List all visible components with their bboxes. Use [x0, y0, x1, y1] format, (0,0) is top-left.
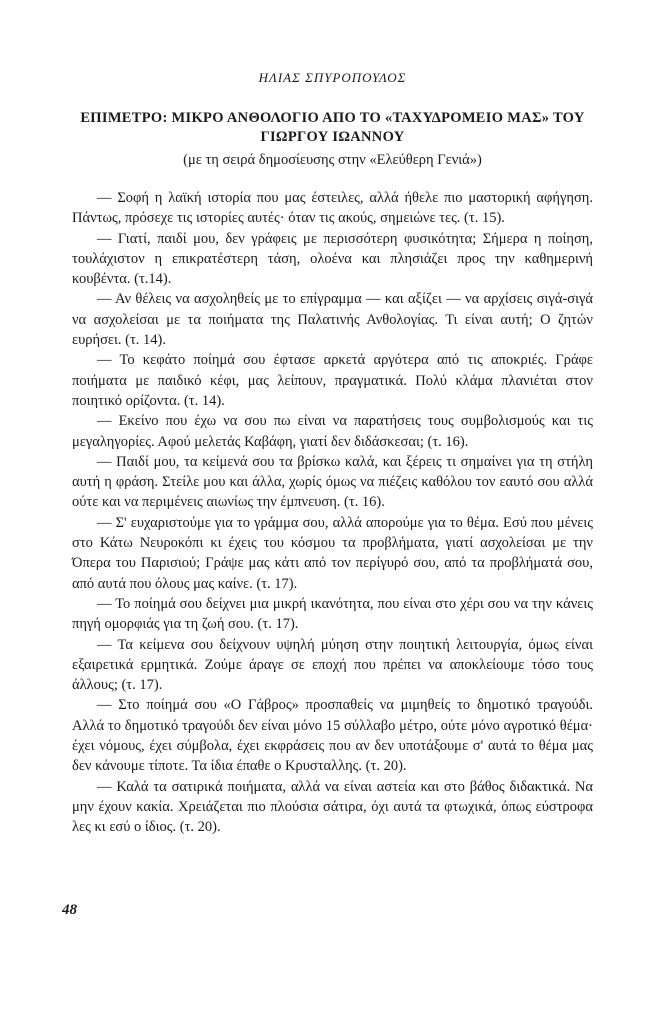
reply-paragraph: — Παιδί μου, τα κείμενά σου τα βρίσκω καλά, και ξέρεις τι σημαίνει για τη στήλη αυτή η φράση. Στείλε μου και άλλα, χωρίς όμως να πιέζεις καθόλου τον εαυτό σου αλλά ούτε και να περιμένεις αιωνίως την έμπνευση. (τ. 16).: [72, 453, 593, 511]
section-subtitle: (με τη σειρά δημοσίευσης στην «Ελεύθερη Γενιά»): [183, 152, 482, 168]
reply-paragraph: — Αν θέλεις να ασχοληθείς με το επίγραμμα — και αξίζει — να αρχίσεις σιγά-σιγά να ασχολείσαι με τα ποιήματα της Παλατινής Ανθολογίας. Τι είναι αυτή; Ο ζητών ευρήσει. (τ. 14).: [72, 291, 593, 349]
letter-replies: [72, 188, 593, 838]
reply-paragraph: — Στο ποίημά σου «Ο Γάβρος» προσπαθείς να μιμηθείς το δημοτικό τραγούδι. Αλλά το δημοτικό τραγούδι δεν είναι μόνο 15 σύλλαβο μέτρο, ούτε μόνο αγροτικό θέμα· έχει νόμους, έχει σύμβολα, έχει εκφράσεις που αν δεν υποτάξουμε σ' αυτά το θέμα μας δεν κάνουμε τίποτε. Τα ίδια έπαθε ο Κρυσταλλης. (τ. 20).: [72, 697, 593, 775]
reply-paragraph: — Τα κείμενα σου δείχνουν υψηλή μύηση στην ποιητική λειτουργία, όμως είναι εξαιρετικά ερμητικά. Ζούμε άραγε σε εποχή που πρέπει να αποκλείουμε τόσο τους άλλους; (τ. 17).: [72, 636, 593, 694]
reply-paragraph: — Σοφή η λαϊκή ιστορία που μας έστειλες, αλλά ήθελε πιο μαστορική αφήγηση. Πάντως, πρόσεχε τις ιστορίες αυτές· όταν τις ακούς, σημειώνε τες. (τ. 15).: [72, 190, 593, 227]
reply-paragraph: — Γιατί, παιδί μου, δεν γράφεις με περισσότερη φυσικότητα; Σήμερα η ποίηση, τουλάχιστον η επικρατέστερη τάση, ολοένα και πλησιάζει προς την καθημερινή κουβέντα. (τ.14).: [72, 230, 593, 288]
reply-paragraph: — Εκείνο που έχω να σου πω είναι να παρατήσεις τους συμβολισμούς και τις μεγαληγορίες. Αφού μελετάς Καβάφη, γιατί δεν διδάσκεσαι; (τ. 16).: [72, 413, 593, 450]
section-title: ΕΠΙΜΕΤΡΟ: ΜΙΚΡΟ ΑΝΘΟΛΟΓΙΟ ΑΠΟ ΤΟ «ΤΑΧΥΔΡΟΜΕΙΟ ΜΑΣ» ΤΟΥ ΓΙΩΡΓΟΥ ΙΩΑΝΝΟΥ: [80, 110, 585, 145]
running-head: ΗΛΙΑΣ ΣΠΥΡΟΠΟΥΛΟΣ: [258, 70, 407, 85]
reply-paragraph: — Το ποίημά σου δείχνει μια μικρή ικανότητα, που είναι στο χέρι σου να την κάνεις πηγή ομορφιάς για τη ζωή σου. (τ. 17).: [72, 595, 593, 633]
reply-paragraph: — Σ' ευχαριστούμε για το γράμμα σου, αλλά απορούμε για το θέμα. Εσύ που μένεις στο Κάτω Νευροκόπι κι έχεις του κόσμου τα προβλήματα, γιατί ασχολείσαι με την Όπερα του Παρισιού; Γράψε μας κάτι από τον περίγυρό σου, από τα προβλήματά σου, από αυτά που όλους μας καίνε. (τ. 17).: [72, 514, 593, 592]
page-number: 48: [62, 902, 77, 918]
reply-paragraph: — Καλά τα σατιρικά ποιήματα, αλλά να είναι αστεία και στο βάθος διδακτικά. Να μην έχουν κακία. Χρειάζεται πιο πλούσια σάτιρα, όχι αυτά τα φτωχικά, όπως εύστροφα λες κι εσύ ο ίδιος. (τ. 20).: [72, 778, 593, 836]
reply-paragraph: — Το κεφάτο ποίημά σου έφτασε αρκετά αργότερα από τις αποκριές. Γράφε ποιήματα με παιδικό κέφι, μας λείπουν, πραγματικά. Πολύ κλάμα πλανιέται στον ποιητικό ορίζοντα. (τ. 14).: [72, 352, 593, 409]
